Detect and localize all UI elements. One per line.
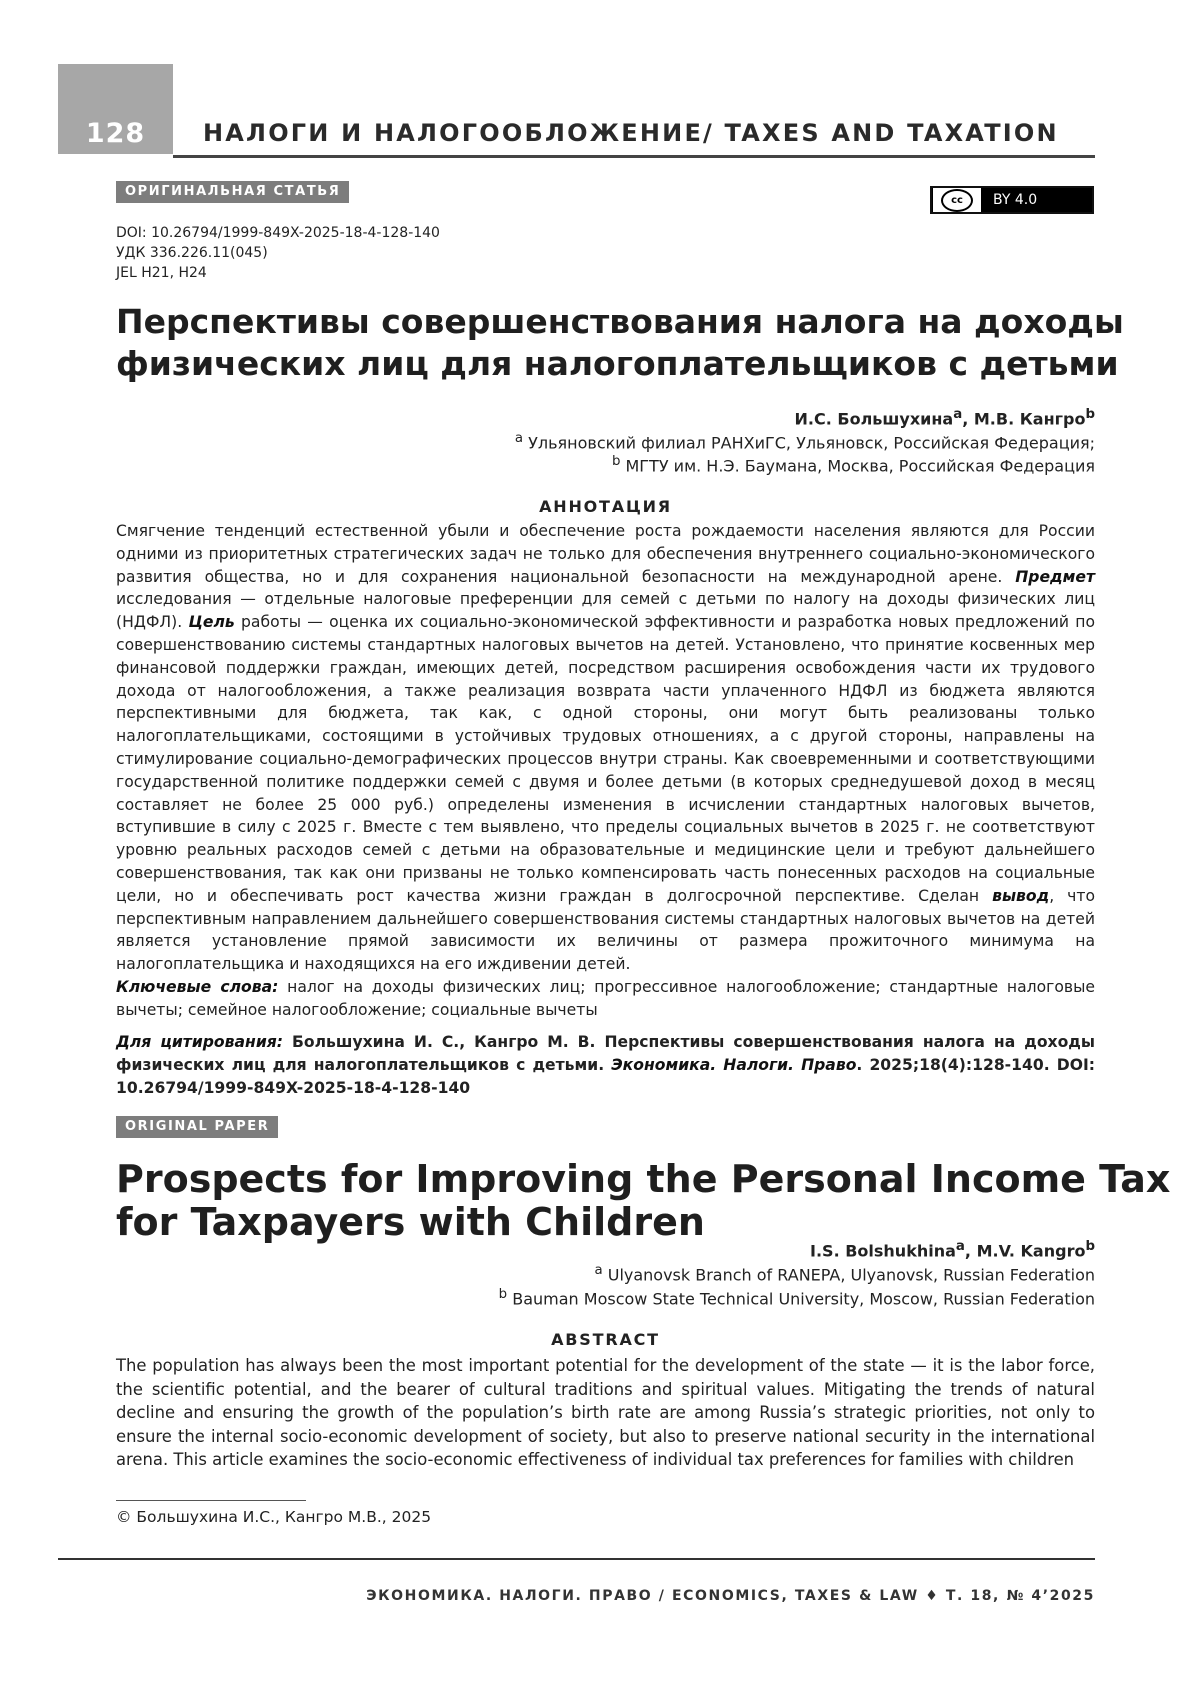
author-sep: , — [962, 409, 974, 429]
title-en-line2: for Taxpayers with Children — [116, 1200, 705, 1244]
affil-b-sup: b — [611, 454, 621, 469]
article-type-badge: ОРИГИНАЛЬНАЯ СТАТЬЯ — [116, 181, 349, 203]
jel: JEL H21, H24 — [116, 265, 207, 281]
keywords: налог на доходы физических лиц; прогрессивное налогообложение; стандартные налоговые вычеты; семейное налогообложение; социальные вычеты — [116, 977, 1095, 1019]
abstract-heading-ru: АННОТАЦИЯ — [539, 497, 672, 516]
abstract-ru-subject: Предмет — [1015, 567, 1095, 586]
affil-a-en-sup: a — [594, 1263, 603, 1278]
page-number: 128 — [85, 118, 146, 149]
title-en-line1: Prospects for Improving the Personal Income Tax — [116, 1157, 1171, 1201]
affil-a-sup: a — [514, 431, 524, 446]
udk: УДК 336.226.11(045) — [116, 245, 268, 261]
abstract-heading-en: ABSTRACT — [551, 1330, 660, 1349]
author1: И.С. Большухина — [794, 409, 954, 429]
author2-en-sup: b — [1085, 1239, 1095, 1254]
original-paper-badge: ORIGINAL PAPER — [116, 1116, 278, 1138]
affiliation-b-en — [499, 1283, 1095, 1310]
title-ru-line2: физических лиц для налогоплательщиков с детьми — [116, 344, 1119, 383]
author1-en: I.S. Bolshukhina — [810, 1241, 956, 1261]
cc-logo-text: cc — [941, 189, 973, 212]
header-rule — [173, 155, 1095, 158]
abstract-ru-text-1: Смягчение тенденций естественной убыли и обеспечение роста рождаемости населения являются для России одними из приоритетных стратегических задач не только для обеспечения внутреннего социально-экономического развития общества, но и для сохранения национальной безопасности на международной арене. — [116, 522, 1095, 586]
author2-sup: b — [1085, 407, 1095, 422]
title-en — [116, 1158, 1170, 1244]
title-ru — [116, 301, 1124, 385]
author2: М.В. Кангро — [973, 409, 1086, 429]
abstract-ru-text-4: , что перспективным направлением дальнейшего совершенствования системы стандартных налоговых вычетов на детей является установление прямой зависимости их величины от размера прожиточного минимума на налогоплательщика и находящихся на его иждивении детей. — [116, 886, 1095, 974]
author-sep-en: , — [964, 1241, 977, 1261]
affil-a-text: Ульяновский филиал РАНХиГС, Ульяновск, Российская Федерация; — [523, 433, 1095, 453]
journal-footer: ЭКОНОМИКА. НАЛОГИ. ПРАВО / ECONOMICS, TAXES & LAW ♦ Т. 18, № 4’2025 — [366, 1588, 1095, 1604]
citation-journal: Экономика. Налоги. Право — [611, 1055, 857, 1074]
abstract-ru-text-3: работы — оценка их социально-экономической эффективности и разработка новых предложений по совершенствованию системы стандартных налоговых вычетов на детей. Установлено, что принятие косвенных мер финансовой поддержки граждан, имеющих детей, посредством расширения освобождения части их трудового дохода от налогообложения, а также реализация возврата части уплаченного НДФЛ из бюджета являются перспективными для бюджета, так как, с одной стороны, они могут быть реализованы только налогоплательщиками, состоящими в устойчивых трудовых отношениях, а с другой стороны, направлены на стимулирование социально-демографических процессов внутри страны. Как своевременными и соответствующими государственной политике поддержки семей с двумя и более детьми (в которых среднедушевой доход в месяц составляет не более 25 000 руб.) определены изменения в исчислении стандартных налоговых вычетов, вступившие в силу с 2025 г. Вместе с тем выявлено, что пределы социальных вычетов в 2025 г. не соответствуют уровню реальных расходов семей с детьми на образовательные и медицинские цели и требуют дальнейшего совершенствования, так как они призваны не только компенсировать часть понесенных расходов на социальные цели, но и обеспечивать рост качества жизни граждан в долгосрочной перспективе. Сделан — [116, 613, 1095, 905]
abstract-en: The population has always been the most important potential for the development of the state — it is the labor force, the scientific potential, and the bearer of cultural traditions and spiritual values. Mitigating the trends of natural decline and ensuring the growth of the population’s birth rate are among Russia’s strategic priorities, not only to ensure the internal socio-economic development of society, but also to preserve national security in the international arena. This article examines the socio-economic effectiveness of individual tax preferences for families with children — [116, 1356, 1095, 1470]
affil-b-en-text: Bauman Moscow State Technical University, Moscow, Russian Federation — [507, 1289, 1095, 1309]
author2-en: M.V. Kangro — [976, 1241, 1086, 1261]
section-title: НАЛОГИ И НАЛОГООБЛОЖЕНИЕ/ TAXES AND TAXATION — [203, 119, 1059, 147]
title-ru-line1: Перспективы совершенствования налога на доходы — [116, 302, 1124, 341]
copyright: © Большухина И.С., Кангро М.В., 2025 — [116, 1508, 432, 1526]
affiliation-b-ru — [612, 450, 1095, 477]
abstract-ru-goal: Цель — [188, 613, 235, 632]
license-text: BY 4.0 — [993, 192, 1038, 208]
citation-label: Для цитирования: — [116, 1033, 283, 1051]
affil-a-en-text: Ulyanovsk Branch of RANEPA, Ulyanovsk, Russian Federation — [602, 1265, 1095, 1285]
doi[interactable]: DOI: 10.26794/1999-849X-2025-18-4-128-140 — [116, 225, 440, 241]
affil-b-en-sup: b — [498, 1287, 508, 1302]
citation-text-1: Большухина И. С., Кангро М. В. Перспективы совершенствования налога на доходы физических лиц для налогоплательщиков с детьми. — [116, 1033, 1095, 1074]
abstract-ru — [116, 520, 1095, 1022]
cc-logo-icon — [933, 188, 981, 212]
footer-rule — [58, 1558, 1095, 1560]
footnote-rule — [116, 1500, 306, 1501]
abstract-ru-conclusion: вывод — [992, 886, 1050, 905]
cc-license-badge[interactable] — [930, 186, 1094, 214]
citation-text-2: . 2025;18(4):128-140. DOI: 10.26794/1999-849X-2025-18-4-128-140 — [116, 1055, 1095, 1097]
citation — [116, 1031, 1095, 1099]
abstract-ru-text-2: исследования — отдельные налоговые преференции для семей с детьми по налогу на доходы физических лиц (НДФЛ). — [116, 590, 1095, 632]
affil-b-text: МГТУ им. Н.Э. Баумана, Москва, Российская Федерация — [620, 456, 1095, 476]
author1-sup: a — [953, 407, 963, 422]
author1-en-sup: a — [955, 1239, 965, 1254]
keywords-label: Ключевые слова: — [116, 977, 279, 996]
